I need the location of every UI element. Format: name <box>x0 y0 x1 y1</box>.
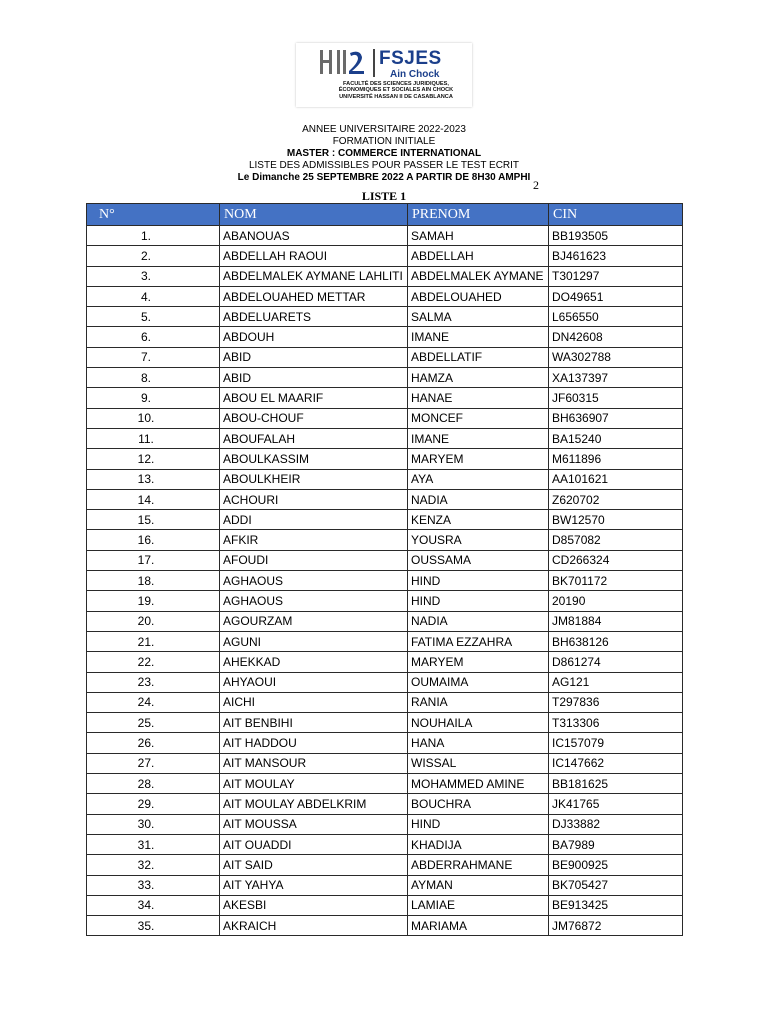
nom-cell: ABOULKHEIR <box>220 469 408 489</box>
master-program: MASTER : COMMERCE INTERNATIONAL <box>286 148 482 159</box>
prenom-cell: NADIA <box>408 611 549 631</box>
row-number: 7. <box>87 347 220 367</box>
column-header-prenom: PRENOM <box>408 204 549 226</box>
nom-cell: ABDELMALEK AYMANE LAHLITI <box>220 266 408 286</box>
column-header-cin: CIN <box>549 204 683 226</box>
table-row <box>87 347 683 367</box>
cin-cell: BH636907 <box>549 408 683 428</box>
table-row <box>87 652 683 672</box>
row-number: 31. <box>87 834 220 854</box>
nom-cell: AGHAOUS <box>220 571 408 591</box>
nom-cell: ABID <box>220 368 408 388</box>
cin-cell: XA137397 <box>549 368 683 388</box>
nom-cell: ACHOURI <box>220 489 408 509</box>
prenom-cell: HANAE <box>408 388 549 408</box>
cin-cell: CD266324 <box>549 550 683 570</box>
nom-cell: ABOULKASSIM <box>220 449 408 469</box>
nom-cell: AFKIR <box>220 530 408 550</box>
row-number: 27. <box>87 753 220 773</box>
row-number: 16. <box>87 530 220 550</box>
prenom-cell: SAMAH <box>408 226 549 246</box>
cin-cell: Z620702 <box>549 489 683 509</box>
table-row <box>87 692 683 712</box>
nom-cell: AIT MOULAY ABDELKRIM <box>220 794 408 814</box>
liste-label: LISTE 1 <box>361 189 407 203</box>
column-header-nom: NOM <box>220 204 408 226</box>
table-row <box>87 408 683 428</box>
prenom-cell: ABDERRAHMANE <box>408 855 549 875</box>
table-row <box>87 226 683 246</box>
table-row <box>87 774 683 794</box>
nom-cell: AGHAOUS <box>220 591 408 611</box>
cin-cell: BA15240 <box>549 428 683 448</box>
table-row <box>87 713 683 733</box>
prenom-cell: MARYEM <box>408 449 549 469</box>
row-number: 5. <box>87 307 220 327</box>
nom-cell: AIT OUADDI <box>220 834 408 854</box>
nom-cell: ABANOUAS <box>220 226 408 246</box>
table-row <box>87 469 683 489</box>
prenom-cell: YOUSRA <box>408 530 549 550</box>
row-number: 26. <box>87 733 220 753</box>
table-row <box>87 753 683 773</box>
table-row <box>87 611 683 631</box>
nom-cell: ADDI <box>220 510 408 530</box>
cin-cell: BH638126 <box>549 631 683 651</box>
prenom-cell: FATIMA EZZAHRA <box>408 631 549 651</box>
nom-cell: ABDELLAH RAOUI <box>220 246 408 266</box>
prenom-cell: OUMAIMA <box>408 672 549 692</box>
row-number: 18. <box>87 571 220 591</box>
row-number: 28. <box>87 774 220 794</box>
cin-cell: L656550 <box>549 307 683 327</box>
row-number: 24. <box>87 692 220 712</box>
cin-cell: T313306 <box>549 713 683 733</box>
formation-type: FORMATION INITIALE <box>332 136 436 147</box>
prenom-cell: HAMZA <box>408 368 549 388</box>
prenom-cell: LAMIAE <box>408 895 549 915</box>
nom-cell: AHEKKAD <box>220 652 408 672</box>
nom-cell: AKRAICH <box>220 916 408 936</box>
table-row <box>87 530 683 550</box>
nom-cell: AIT YAHYA <box>220 875 408 895</box>
nom-cell: ABID <box>220 347 408 367</box>
table-row <box>87 327 683 347</box>
prenom-cell: HIND <box>408 814 549 834</box>
cin-cell: BE913425 <box>549 895 683 915</box>
prenom-cell: SALMA <box>408 307 549 327</box>
prenom-cell: MARYEM <box>408 652 549 672</box>
row-number: 12. <box>87 449 220 469</box>
prenom-cell: ABDELOUAHED <box>408 286 549 306</box>
table-row <box>87 286 683 306</box>
cin-cell: T301297 <box>549 266 683 286</box>
table-row <box>87 571 683 591</box>
prenom-cell: AYMAN <box>408 875 549 895</box>
table-row <box>87 875 683 895</box>
prenom-cell: HIND <box>408 571 549 591</box>
nom-cell: AKESBI <box>220 895 408 915</box>
nom-cell: AHYAOUI <box>220 672 408 692</box>
uh2c-emblem-icon <box>316 47 368 77</box>
cin-cell: DN42608 <box>549 327 683 347</box>
row-number: 21. <box>87 631 220 651</box>
row-number: 22. <box>87 652 220 672</box>
nom-cell: AIT BENBIHI <box>220 713 408 733</box>
prenom-cell: HANA <box>408 733 549 753</box>
logo-faculty-name <box>322 81 470 100</box>
prenom-cell: OUSSAMA <box>408 550 549 570</box>
cin-cell: T297836 <box>549 692 683 712</box>
row-number: 13. <box>87 469 220 489</box>
prenom-cell: ABDELLATIF <box>408 347 549 367</box>
prenom-cell: WISSAL <box>408 753 549 773</box>
prenom-cell: RANIA <box>408 692 549 712</box>
nom-cell: ABDELUARETS <box>220 307 408 327</box>
cin-cell: BB193505 <box>549 226 683 246</box>
exam-date: Le Dimanche 25 SEPTEMBRE 2022 A PARTIR DE 8H30 AMPHI <box>237 172 531 183</box>
cin-cell: BK701172 <box>549 571 683 591</box>
table-row <box>87 307 683 327</box>
cin-cell: DO49651 <box>549 286 683 306</box>
nom-cell: AICHI <box>220 692 408 712</box>
row-number: 33. <box>87 875 220 895</box>
logo-faculty-line: ÉCONOMIQUES ET SOCIALES AIN CHOCK <box>338 87 454 94</box>
nom-cell: AIT MANSOUR <box>220 753 408 773</box>
table-row <box>87 550 683 570</box>
logo-faculty-line: FACULTÉ DES SCIENCES JURIDIQUES, <box>343 81 449 87</box>
row-number: 17. <box>87 550 220 570</box>
table-row <box>87 368 683 388</box>
table-row <box>87 895 683 915</box>
nom-cell: AIT MOULAY <box>220 774 408 794</box>
cin-cell: D857082 <box>549 530 683 550</box>
row-number: 35. <box>87 916 220 936</box>
table-row <box>87 672 683 692</box>
table-header-row <box>87 204 683 226</box>
cin-cell: IC147662 <box>549 753 683 773</box>
cin-cell: BE900925 <box>549 855 683 875</box>
cin-cell: WA302788 <box>549 347 683 367</box>
table-row <box>87 428 683 448</box>
admissibles-table <box>86 203 683 936</box>
prenom-cell: KHADIJA <box>408 834 549 854</box>
prenom-cell: ABDELMALEK AYMANE <box>408 266 549 286</box>
table-row <box>87 631 683 651</box>
table-row <box>87 449 683 469</box>
table-row <box>87 834 683 854</box>
row-number: 32. <box>87 855 220 875</box>
document-heading <box>0 124 768 184</box>
cin-cell: JM81884 <box>549 611 683 631</box>
logo-faculty-line: UNIVERSITÉ HASSAN II DE CASABLANCA <box>339 93 453 100</box>
row-number: 23. <box>87 672 220 692</box>
cin-cell: IC157079 <box>549 733 683 753</box>
cin-cell: M611896 <box>549 449 683 469</box>
table-row <box>87 916 683 936</box>
prenom-cell: NOUHAILA <box>408 713 549 733</box>
row-number: 30. <box>87 814 220 834</box>
table-row <box>87 855 683 875</box>
cin-cell: JF60315 <box>549 388 683 408</box>
cin-cell: BJ461623 <box>549 246 683 266</box>
prenom-cell: HIND <box>408 591 549 611</box>
nom-cell: AIT MOUSSA <box>220 814 408 834</box>
prenom-cell: BOUCHRA <box>408 794 549 814</box>
amphi-number: 2 <box>533 178 539 192</box>
row-number: 29. <box>87 794 220 814</box>
table-row <box>87 591 683 611</box>
row-number: 1. <box>87 226 220 246</box>
list-title: LISTE DES ADMISSIBLES POUR PASSER LE TEST ECRIT <box>248 160 520 171</box>
row-number: 2. <box>87 246 220 266</box>
row-number: 4. <box>87 286 220 306</box>
nom-cell: ABDOUH <box>220 327 408 347</box>
column-header-number: N° <box>87 204 220 226</box>
row-number: 9. <box>87 388 220 408</box>
nom-cell: AGUNI <box>220 631 408 651</box>
prenom-cell: ABDELLAH <box>408 246 549 266</box>
table-row <box>87 266 683 286</box>
cin-cell: BB181625 <box>549 774 683 794</box>
row-number: 25. <box>87 713 220 733</box>
prenom-cell: IMANE <box>408 327 549 347</box>
logo-brand: FSJES <box>379 48 442 69</box>
logo-divider <box>373 49 375 77</box>
row-number: 8. <box>87 368 220 388</box>
row-number: 19. <box>87 591 220 611</box>
table-body <box>87 226 683 936</box>
prenom-cell: MONCEF <box>408 408 549 428</box>
cin-cell: D861274 <box>549 652 683 672</box>
prenom-cell: MOHAMMED AMINE <box>408 774 549 794</box>
cin-cell: 20190 <box>549 591 683 611</box>
table-row <box>87 794 683 814</box>
prenom-cell: IMANE <box>408 428 549 448</box>
cin-cell: AA101621 <box>549 469 683 489</box>
row-number: 20. <box>87 611 220 631</box>
prenom-cell: NADIA <box>408 489 549 509</box>
row-number: 14. <box>87 489 220 509</box>
cin-cell: JM76872 <box>549 916 683 936</box>
row-number: 10. <box>87 408 220 428</box>
cin-cell: DJ33882 <box>549 814 683 834</box>
nom-cell: AIT HADDOU <box>220 733 408 753</box>
cin-cell: BK705427 <box>549 875 683 895</box>
cin-cell: BW12570 <box>549 510 683 530</box>
nom-cell: ABOUFALAH <box>220 428 408 448</box>
row-number: 15. <box>87 510 220 530</box>
table-row <box>87 388 683 408</box>
cin-cell: JK41765 <box>549 794 683 814</box>
table-row <box>87 814 683 834</box>
table-row <box>87 246 683 266</box>
prenom-cell: MARIAMA <box>408 916 549 936</box>
row-number: 3. <box>87 266 220 286</box>
nom-cell: ABOU EL MAARIF <box>220 388 408 408</box>
row-number: 34. <box>87 895 220 915</box>
prenom-cell: AYA <box>408 469 549 489</box>
faculty-logo <box>296 43 472 107</box>
row-number: 11. <box>87 428 220 448</box>
nom-cell: ABDELOUAHED METTAR <box>220 286 408 306</box>
cin-cell: BA7989 <box>549 834 683 854</box>
table-row <box>87 733 683 753</box>
table-row <box>87 489 683 509</box>
nom-cell: AGOURZAM <box>220 611 408 631</box>
nom-cell: AFOUDI <box>220 550 408 570</box>
prenom-cell: KENZA <box>408 510 549 530</box>
table-row <box>87 510 683 530</box>
nom-cell: ABOU-CHOUF <box>220 408 408 428</box>
cin-cell: AG121 <box>549 672 683 692</box>
row-number: 6. <box>87 327 220 347</box>
logo-subtitle: Ain Chock <box>390 69 440 80</box>
academic-year: ANNEE UNIVERSITAIRE 2022-2023 <box>302 124 466 135</box>
nom-cell: AIT SAID <box>220 855 408 875</box>
